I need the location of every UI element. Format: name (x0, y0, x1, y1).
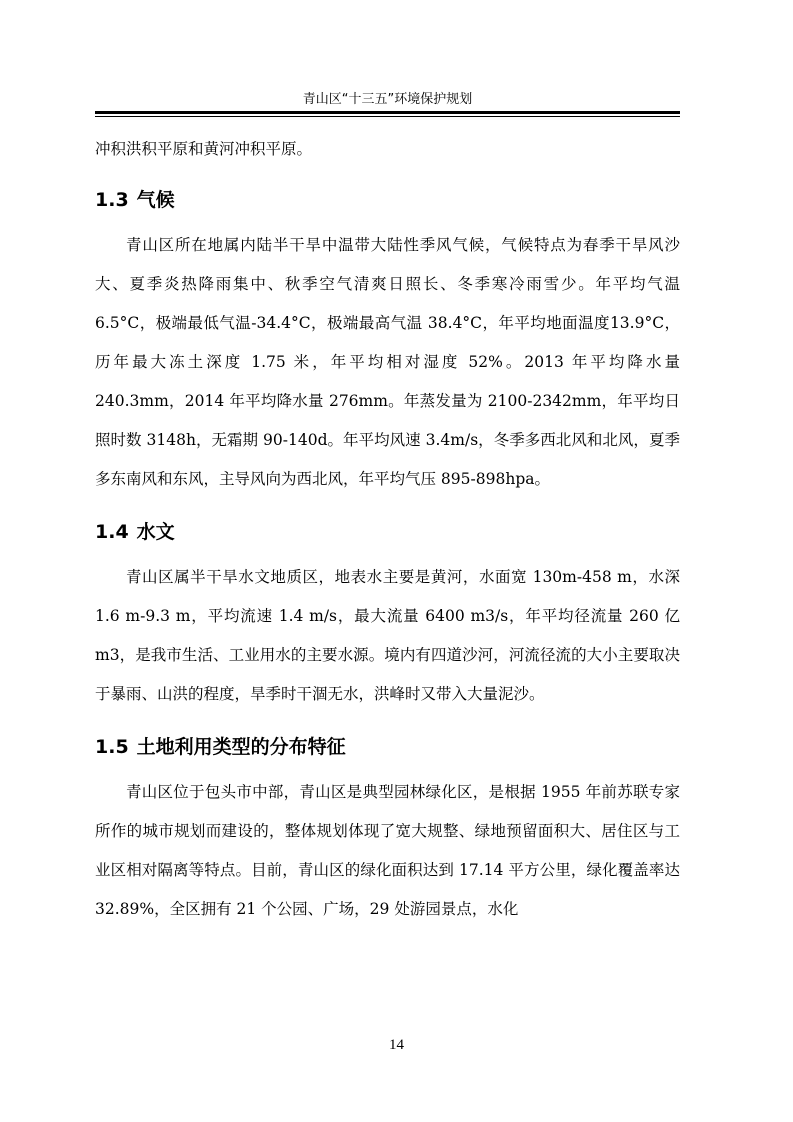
hydrology-paragraph: 青山区属半干旱水文地质区，地表水主要是黄河，水面宽 130m-458 m，水深 1.6 m-9.3 m，平均流速 1.4 m/s，最大流量 6400 m3/s，年平均径流量 260 亿 m3，是我市生活、工业用水的主要水源。境内有四道沙河，河流径流的大小主要取决于暴雨、山洪的程度，旱季时干涸无水，洪峰时又带入大量泥沙。 (95, 568, 680, 703)
climate-paragraph: 青山区所在地属内陆半干旱中温带大陆性季风气候，气候特点为春季干旱风沙大、夏季炎热降雨集中、秋季空气清爽日照长、冬季寒冷雨雪少。年平均气温 6.5°C，极端最低气温-34.4°C，极端最高气温 38.4°C，年平均地面温度13.9°C，历年最大冻土深度 1.75 米，年平均相对湿度 52%。2013 年平均降水量 240.3mm，2014 年平均降水量 276mm。年蒸发量为 2100-2342mm，年平均日照时数 3148h，无霜期 90-140d。年平均风速 3.4m/s，冬季多西北风和北风，夏季多东南风和东风，主导风向为西北风，年平均气压 895-898hpa。 (95, 236, 680, 488)
page-body (95, 130, 680, 929)
page-number: 14 (389, 1037, 404, 1053)
section-heading-landuse (95, 732, 680, 759)
landuse-paragraph: 青山区位于包头市中部，青山区是典型园林绿化区，是根据 1955 年前苏联专家所作的城市规划而建设的，整体规划体现了宽大规整、绿地预留面积大、居住区与工业区相对隔离等特点。目前，青山区的绿化面积达到 17.14 平方公里，绿化覆盖率达 32.89%，全区拥有 21 个公园、广场，29 处游园景点，水化 (95, 783, 680, 918)
section-title: 气候 (136, 189, 175, 211)
section-number: 1.3 (95, 189, 129, 211)
running-header: 青山区“十三五”环境保护规划 (302, 92, 473, 107)
section-number: 1.4 (95, 521, 129, 543)
section-title: 水文 (136, 521, 175, 543)
header-rule-thin (95, 116, 680, 117)
section-number: 1.5 (95, 736, 129, 758)
section-heading-climate (95, 185, 680, 212)
header-rule-thick (95, 111, 680, 114)
section-title: 土地利用类型的分布特征 (136, 736, 346, 758)
section-heading-hydrology (95, 517, 680, 544)
intro-paragraph: 冲积洪积平原和黄河冲积平原。 (95, 140, 313, 158)
